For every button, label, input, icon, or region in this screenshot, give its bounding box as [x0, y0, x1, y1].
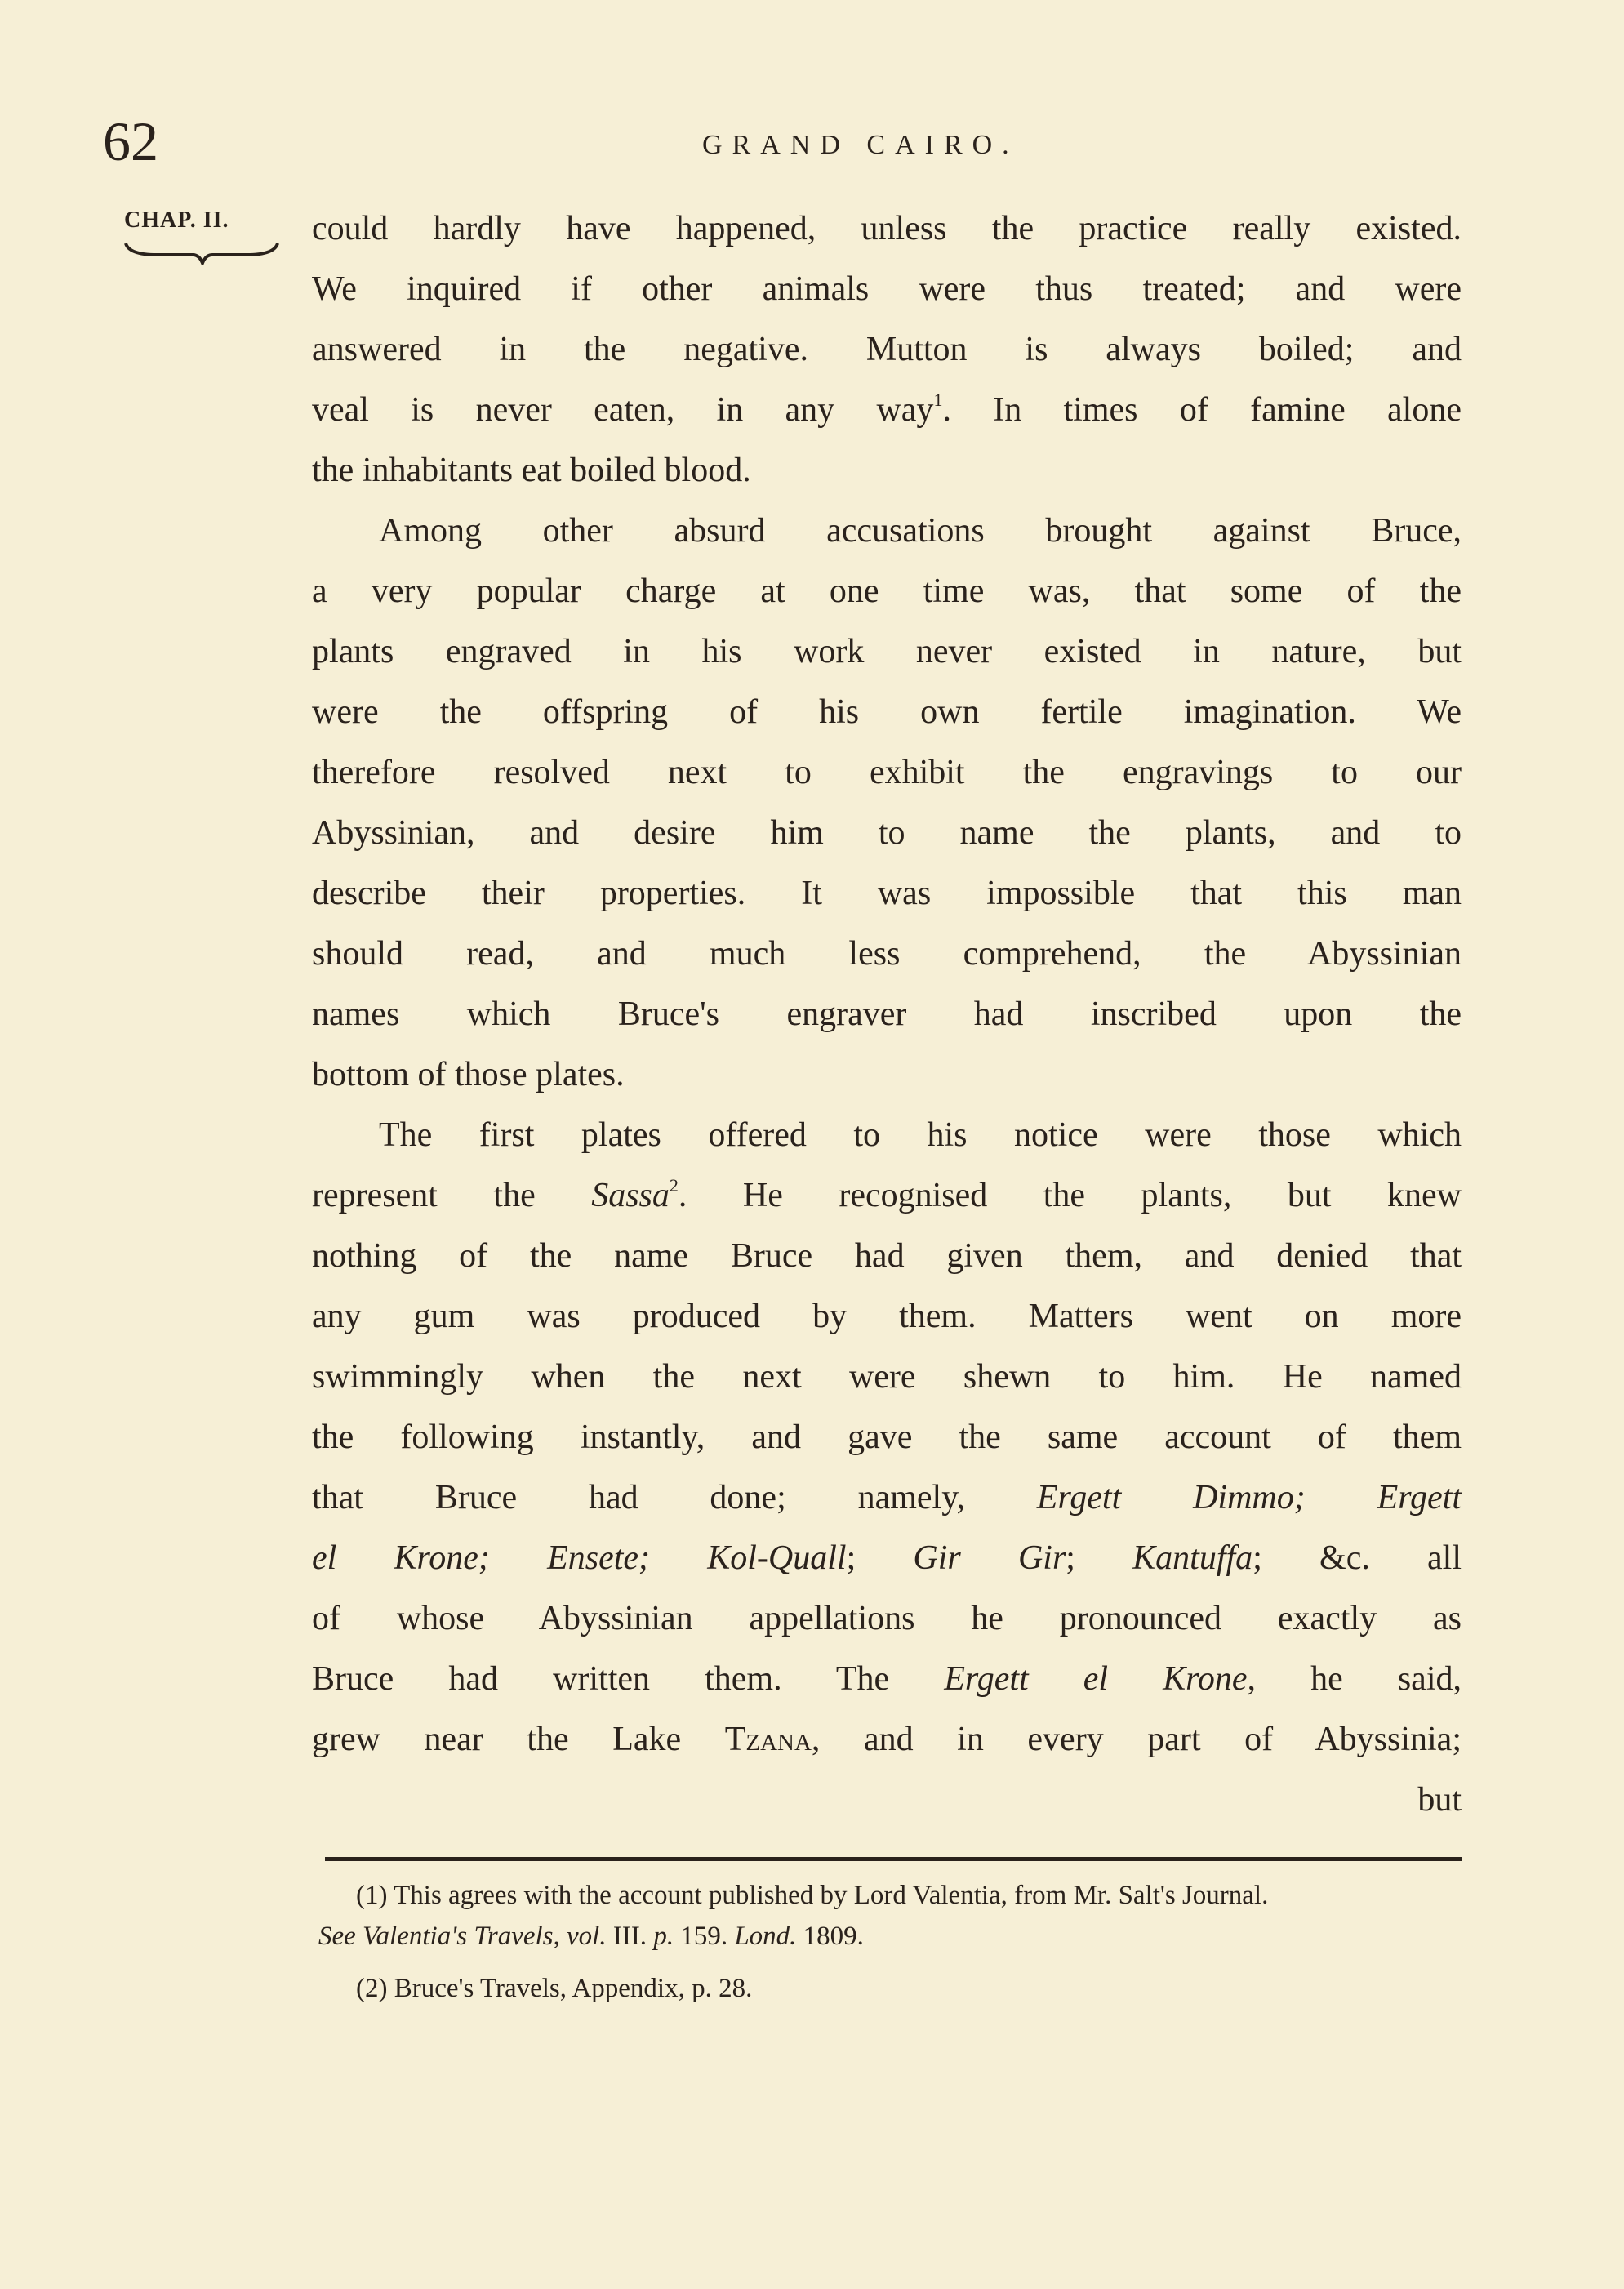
text-line: names which Bruce's engraver had inscribed upon the: [312, 995, 1462, 1033]
text-line: any gum was produced by them. Matters went on more: [312, 1298, 1462, 1335]
paragraph-3: [312, 1105, 1462, 1830]
paragraph-2: [312, 501, 1462, 1105]
text-line: the following instantly, and gave the same account of them: [312, 1418, 1462, 1456]
text-line: swimmingly when the next were shewn to him. He named: [312, 1358, 1462, 1396]
text-line: represent the Sassa$^2$. He recognised the plants, but knew: [312, 1175, 1462, 1214]
main-text: [312, 198, 1462, 1830]
text-line: therefore resolved next to exhibit the engravings to our: [312, 754, 1462, 791]
text-line: the inhabitants eat boiled blood.: [312, 452, 751, 489]
paragraph-1: [312, 198, 1462, 501]
footnotes: [312, 1875, 1471, 2009]
text-line: should read, and much less comprehend, the Abyssinian: [312, 935, 1462, 973]
text-line: nothing of the name Bruce had given them, and denied that: [312, 1237, 1462, 1275]
page-header: [0, 105, 1624, 178]
text-line: answered in the negative. Mutton is always boiled; and: [312, 331, 1462, 368]
plant-name: Gir Gir: [913, 1539, 1066, 1577]
text-line: We inquired if other animals were thus treated; and were: [312, 270, 1462, 308]
chapter-marginal-note: [124, 204, 279, 265]
plant-name: el Krone; Ensete; Kol-Quall: [312, 1539, 847, 1577]
footnote-rule: [325, 1857, 1462, 1861]
text-line: could hardly have happened, unless the practice really existed.: [312, 210, 1462, 247]
text-line: el Krone; Ensete; Kol-Quall; Gir Gir; Kantuffa; &c. all: [312, 1539, 1462, 1577]
text-line: a very popular charge at one time was, that some of the: [312, 572, 1462, 610]
text-line: were the offspring of his own fertile imagination. We: [312, 693, 1462, 731]
brace-ornament-icon: [124, 240, 279, 265]
text-line: plants engraved in his work never existed in nature, but: [312, 633, 1462, 670]
page-number: 62: [103, 110, 158, 172]
footnote-1-citation: See Valentia's Travels, vol. III. p. 159. Lond. 1809.: [318, 1922, 864, 1951]
text-line: bottom of those plates.: [312, 1056, 625, 1093]
text-line: The first plates offered to his notice were those which: [379, 1116, 1462, 1154]
running-head: GRAND CAIRO.: [702, 130, 1019, 160]
footnote-ref-2: 2: [669, 1175, 679, 1196]
footnote-marker: (2): [356, 1974, 388, 2003]
text-line: grew near the Lake Tzana, and in every part of Abyssinia;: [312, 1721, 1462, 1758]
footnote-ref-1: 1: [933, 390, 943, 410]
catchword: but: [1417, 1781, 1462, 1819]
plant-name: Ergett Dimmo; Ergett: [1036, 1479, 1462, 1516]
place-name: Tzana: [724, 1721, 812, 1758]
text-line: describe their properties. It was impossible that this man: [312, 875, 1462, 912]
chapter-label: CHAP. II.: [124, 207, 229, 233]
text-line: Bruce had written them. The Ergett el Krone, he said,: [312, 1660, 1462, 1698]
text-line: veal is never eaten, in any way$^1$. In times of famine alone: [312, 390, 1462, 429]
footnote-1: (1) This agrees with the account published by Lord Valentia, from Mr. Salt's Journal.: [356, 1881, 1269, 1910]
plant-name: Ergett el Krone,: [944, 1660, 1257, 1698]
text-line: of whose Abyssinian appellations he pronounced exactly as: [312, 1600, 1462, 1637]
footnote-marker: (1): [356, 1881, 388, 1910]
text-line: Abyssinian, and desire him to name the plants, and to: [312, 814, 1462, 852]
plant-name: Sassa: [591, 1177, 670, 1214]
text-line: Among other absurd accusations brought against Bruce,: [379, 512, 1462, 550]
footnote-2: (2) Bruce's Travels, Appendix, p. 28.: [356, 1974, 753, 2003]
plant-name: Kantuffa: [1132, 1539, 1253, 1577]
text-line: that Bruce had done; namely, Ergett Dimmo; Ergett: [312, 1479, 1462, 1516]
